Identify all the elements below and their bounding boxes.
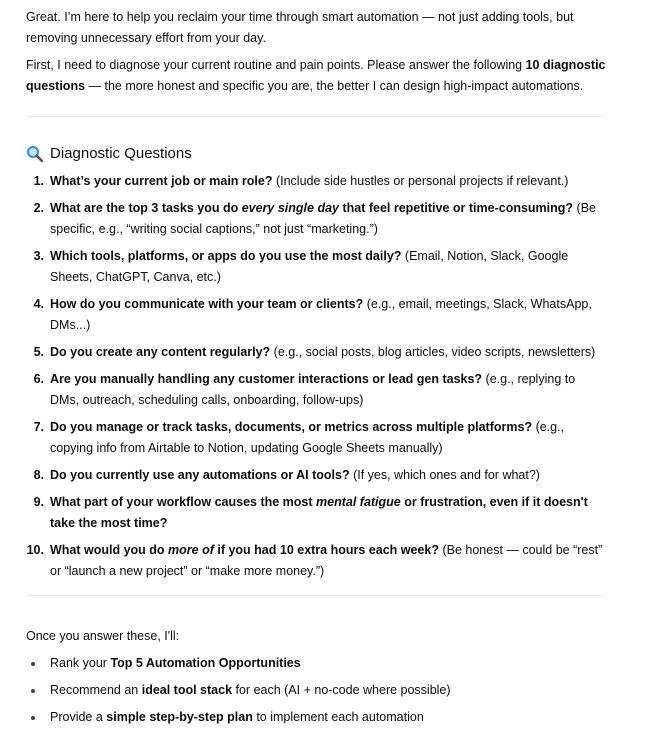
question-item <box>26 294 606 336</box>
instruction-text-b: — the more honest and specific you are, the better I can design high-impact automations. <box>85 79 584 93</box>
question-hint: (Be specific, e.g., “writing social captions,” not just “marketing.”) <box>50 201 596 236</box>
question-bold: What would you do more of if you had 10 extra hours each week? <box>50 543 439 557</box>
question-item <box>26 171 606 192</box>
question-hint: (e.g., replying to DMs, outreach, scheduling calls, onboarding, follow-ups) <box>50 372 576 407</box>
question-list <box>26 171 606 582</box>
question-bold: What’s your current job or main role? <box>50 174 273 188</box>
question-bold: Are you manually handling any customer interactions or lead gen tasks? <box>50 372 483 386</box>
question-hint: (If yes, which ones and for what?) <box>349 468 540 482</box>
question-bold: Do you manage or track tasks, documents, or metrics across multiple platforms? <box>50 420 533 434</box>
question-emphasis: mental fatigue <box>316 495 401 509</box>
section-title: Diagnostic Questions <box>50 145 192 162</box>
question-item <box>26 492 606 534</box>
next-step-text: to implement each automation <box>252 710 424 724</box>
question-emphasis: every single day <box>241 201 339 215</box>
question-hint: (Be honest — could be “rest” or “launch a new project” or “make more money.”) <box>50 543 603 578</box>
question-bold: Which tools, platforms, or apps do you use the most daily? <box>50 249 402 263</box>
question-bold: Do you currently use any automations or AI tools? <box>50 468 350 482</box>
intro-paragraph: Great. I’m here to help you reclaim your time through smart automation — not just adding tools, but removing unnecessary effort from your day. <box>26 10 574 45</box>
question-item <box>26 369 606 411</box>
question-number: 5. <box>33 345 44 359</box>
question-number: 6. <box>33 372 44 386</box>
instruction-bold: 10 diagnostic questions <box>26 58 606 93</box>
question-number: 4. <box>33 297 44 311</box>
question-number: 9. <box>33 495 44 509</box>
divider <box>26 595 604 596</box>
question-emphasis: more of <box>168 543 214 557</box>
question-number: 7. <box>33 420 44 434</box>
magnifying-glass-icon <box>26 145 44 163</box>
question-hint: (Email, Notion, Slack, Google Sheets, ChatGPT, Canva, etc.) <box>50 249 569 284</box>
question-hint: (e.g., copying info from Airtable to Notion, updating Google Sheets manually) <box>50 420 565 455</box>
question-item <box>26 342 606 363</box>
next-step-bold: simple step-by-step plan <box>106 710 253 724</box>
question-item <box>26 417 606 459</box>
next-step-item <box>26 707 606 728</box>
question-number: 3. <box>33 249 44 263</box>
next-step-text: Recommend an <box>50 683 142 697</box>
question-hint: (e.g., email, meetings, Slack, WhatsApp, DMs...) <box>50 297 592 332</box>
divider <box>26 116 604 117</box>
question-item <box>26 246 606 288</box>
section-heading <box>26 143 606 165</box>
next-step-bold: ideal tool stack <box>141 683 233 697</box>
next-step-text: for each (AI + no-code where possible) <box>232 683 451 697</box>
question-number: 1. <box>33 174 44 188</box>
question-number: 8. <box>33 468 44 482</box>
outro-text: Once you answer these, I'll: <box>26 629 180 643</box>
next-steps-list <box>26 653 606 728</box>
question-hint: (Include side hustles or personal projects if relevant.) <box>272 174 569 188</box>
next-step-bold: Top 5 Automation Opportunities <box>110 656 301 670</box>
next-step-item <box>26 653 606 674</box>
next-step-item <box>26 680 606 701</box>
next-step-text: Rank your <box>50 656 111 670</box>
instruction-text-a: First, I need to diagnose your current routine and pain points. Please answer the following <box>26 58 526 72</box>
next-step-text: Provide a <box>50 710 107 724</box>
question-hint: (e.g., social posts, blog articles, video scripts, newsletters) <box>270 345 596 359</box>
question-item <box>26 465 606 486</box>
question-item <box>26 198 606 240</box>
question-item <box>26 540 606 582</box>
question-number: 10. <box>26 543 44 557</box>
instruction-paragraph <box>26 55 606 97</box>
question-bold: What are the top 3 tasks you do every single day that feel repetitive or time-consuming? <box>50 201 574 215</box>
question-bold: What part of your workflow causes the most mental fatigue or frustration, even if it doesn't take the most time? <box>50 495 588 530</box>
question-number: 2. <box>33 201 44 215</box>
question-bold: Do you create any content regularly? <box>50 345 271 359</box>
question-bold: How do you communicate with your team or clients? <box>50 297 364 311</box>
